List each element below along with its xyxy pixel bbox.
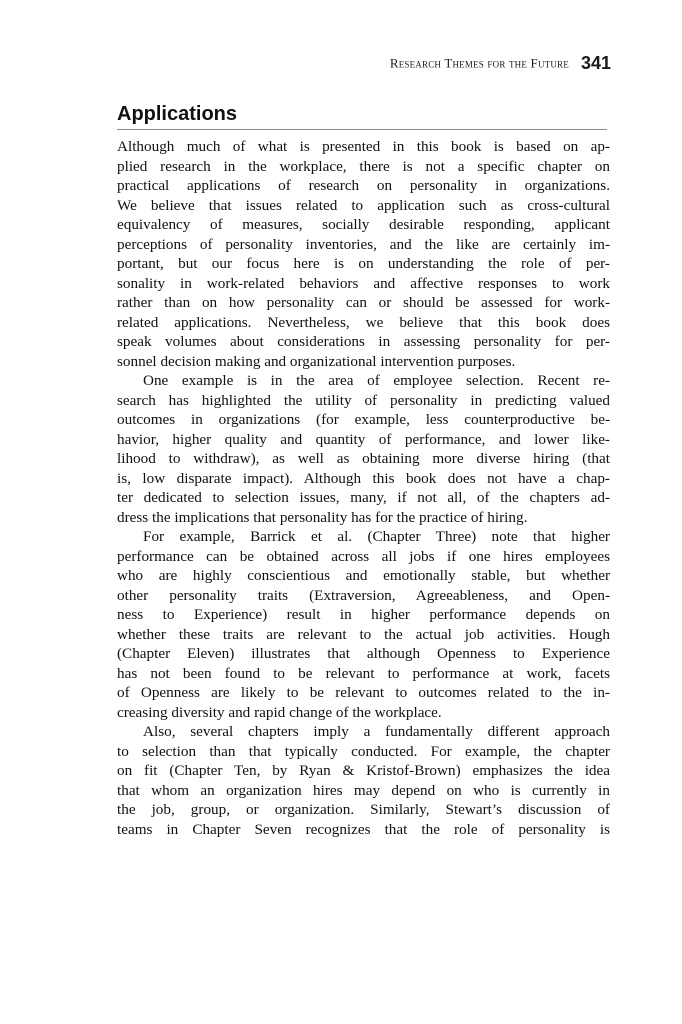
text-line: rather than on how personality can or should be assessed for work- [117,294,610,311]
text-line: Also, several chapters imply a fundamentally different approach [143,723,610,740]
text-line: the job, group, or organization. Similarly, Stewart’s discussion of [117,801,610,818]
text-line: who are highly conscientious and emotionally stable, but whether [117,567,610,584]
text-line: One example is in the area of employee selection. Recent re- [143,372,610,389]
body-text [117,137,610,839]
text-line: Although much of what is presented in this book is based on ap- [117,138,610,155]
text-line: whether these traits are relevant to the actual job activities. Hough [117,625,610,643]
text-line: search has highlighted the utility of personality in predicting valued [117,391,610,409]
running-head [0,53,611,74]
text-line: has not been found to be relevant to performance at work, facets [117,664,610,682]
text-line: We believe that issues related to application such as cross-cultural [117,196,610,214]
text-line: related applications. Nevertheless, we believe that this book does [117,313,610,331]
text-line: perceptions of personality inventories, and the like are certainly im- [117,235,610,253]
text-line: creasing diversity and rapid change of the workplace. [117,703,442,721]
text-line: portant, but our focus here is on understanding the role of per- [117,255,610,272]
text-line: speak volumes about considerations in assessing personality for per- [117,333,610,350]
text-line: (Chapter Eleven) illustrates that although Openness to Experience [117,645,610,662]
text-line: ness to Experience) result in higher performance depends on [117,606,610,623]
text-line: For example, Barrick et al. (Chapter Three) note that higher [143,528,610,545]
text-line: lihood to withdraw), as well as obtaining more diverse hiring (that [117,450,610,467]
text-line: plied research in the workplace, there is not a specific chapter on [117,157,610,175]
text-line: practical applications of research on personality in organizations. [117,177,610,194]
running-title: Research Themes for the Future [389,55,569,71]
text-line: ter dedicated to selection issues, many, if not all, of the chapters ad- [117,489,610,506]
text-line: performance can be obtained across all jobs if one hires employees [117,547,610,565]
text-line: of Openness are likely to be relevant to outcomes related to the in- [117,684,610,701]
text-line: havior, higher quality and quantity of performance, and lower like- [117,430,610,448]
text-line: equivalency of measures, socially desirable responding, applicant [117,216,610,233]
text-line: that whom an organization hires may depend on who is currently in [117,781,610,799]
text-line: to selection than that typically conducted. For example, the chapter [117,742,610,760]
text-line: sonnel decision making and organizational intervention purposes. [117,352,516,370]
text-line: outcomes in organizations (for example, less counterproductive be- [117,411,610,428]
text-line: is, low disparate impact). Although this book does not have a chap- [117,469,610,487]
text-line: teams in Chapter Seven recognizes that the role of personality is [117,820,610,838]
section-heading: Applications [117,101,607,130]
text-line: other personality traits (Extraversion, Agreeableness, and Open- [117,586,610,604]
text-line: dress the implications that personality has for the practice of hiring. [117,508,528,526]
page-number: 341 [580,53,611,73]
text-line: on fit (Chapter Ten, by Ryan & Kristof-Brown) emphasizes the idea [117,762,610,779]
text-line: sonality in work-related behaviors and affective responses to work [117,274,610,292]
